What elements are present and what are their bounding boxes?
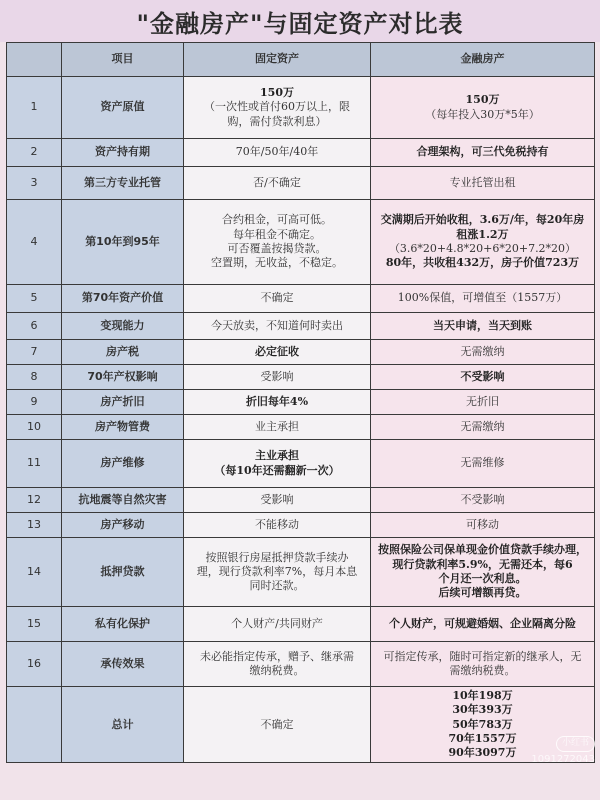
row-item-label: 变现能力 [62, 313, 184, 340]
financial-property-cell-line: 无需缴纳 [460, 344, 505, 358]
fixed-asset-cell-line: 主业承担 [255, 449, 299, 463]
row-item-label: 资产持有期 [62, 139, 184, 167]
fixed-asset-cell [184, 285, 371, 313]
fixed-asset-cell [184, 139, 371, 167]
fixed-asset-cell-line: 未必能指定传承，赠予、继承需 [200, 649, 354, 663]
financial-property-cell-line: 合理架构，可三代免税持有 [416, 145, 549, 159]
fixed-asset-cell-line: 个人财产/共同财产 [231, 616, 323, 630]
row-item-label: 第70年资产价值 [62, 285, 184, 313]
table-row [7, 687, 595, 763]
financial-property-cell-line: 80年，共收租432万，房子价值723万 [385, 256, 580, 270]
table-row [7, 513, 595, 538]
row-number: 7 [7, 340, 62, 365]
row-item-label: 抗地震等自然灾害 [62, 488, 184, 513]
page-title: "金融房产"与固定资产对比表 [136, 9, 464, 38]
fixed-asset-cell-line: 业主承担 [255, 419, 299, 433]
financial-property-cell [371, 200, 595, 285]
table-row [7, 538, 595, 607]
financial-property-cell-line: 70年1557万 [448, 731, 517, 745]
row-number: 11 [7, 440, 62, 488]
financial-property-cell-line: 租涨1.2万 [456, 227, 509, 241]
fixed-asset-cell-line: 70年/50年/40年 [235, 145, 319, 159]
table-row [7, 440, 595, 488]
row-number: 8 [7, 365, 62, 390]
fixed-asset-cell [184, 488, 371, 513]
fixed-asset-cell-line: 可否覆盖按揭贷款。 [227, 242, 327, 255]
fixed-asset-cell [184, 415, 371, 440]
financial-property-cell-line: 150万 [465, 93, 500, 107]
row-item-label: 70年产权影响 [62, 365, 184, 390]
row-item-label: 房产税 [62, 340, 184, 365]
fixed-asset-cell-line: 不确定 [260, 291, 294, 305]
financial-property-cell-line: （3.6*20+4.8*20+6*20+7.2*20） [388, 242, 577, 255]
fixed-asset-cell-line: 缴纳税费。 [249, 664, 305, 677]
financial-property-cell [371, 415, 595, 440]
financial-property-cell [371, 440, 595, 488]
fixed-asset-cell-line: 购，需付贷款利息） [227, 114, 327, 128]
financial-property-cell [371, 642, 595, 687]
financial-property-cell-line: 30年393万 [452, 703, 513, 717]
financial-property-cell [371, 607, 595, 642]
table-row [7, 365, 595, 390]
row-item-label: 私有化保护 [62, 607, 184, 642]
row-number: 13 [7, 513, 62, 538]
financial-property-cell-line: 不受影响 [460, 492, 505, 506]
financial-property-cell [371, 513, 595, 538]
row-item-label: 房产维修 [62, 440, 184, 488]
financial-property-cell-line: 专业托管出租 [449, 175, 516, 189]
watermark [520, 735, 595, 777]
row-item-label: 房产移动 [62, 513, 184, 538]
fixed-asset-cell [184, 167, 371, 200]
fixed-asset-cell-line: 折旧每年4% [245, 394, 309, 408]
fixed-asset-cell-line: 不确定 [260, 717, 294, 731]
fixed-asset-cell [184, 313, 371, 340]
fixed-asset-cell [184, 538, 371, 607]
row-number: 6 [7, 313, 62, 340]
fixed-asset-cell-line: 合约租金，可高可低。 [222, 213, 332, 227]
financial-property-cell-line: 交满期后开始收租，3.6万/年，每20年房 [380, 213, 585, 227]
table-row [7, 139, 595, 167]
financial-property-cell [371, 285, 595, 313]
fixed-asset-cell-line: 受影响 [260, 369, 294, 383]
row-item-label: 第三方专业托管 [62, 167, 184, 200]
header-financial-property: 金融房产 [371, 43, 595, 77]
fixed-asset-cell-line: 同时还款。 [249, 579, 305, 593]
fixed-asset-cell [184, 642, 371, 687]
financial-property-cell-line: 50年783万 [452, 717, 513, 731]
financial-property-cell-line: 个人财产，可规避婚姻、企业隔离分险 [389, 616, 576, 630]
title-bar [0, 0, 600, 42]
financial-property-cell-line: 现行贷款利率5.9%，无需还本，每6 [392, 557, 573, 571]
fixed-asset-cell [184, 340, 371, 365]
table-row [7, 285, 595, 313]
financial-property-cell [371, 167, 595, 200]
fixed-asset-cell-line: 今天放卖，不知道何时卖出 [211, 318, 343, 332]
row-item-label: 承传效果 [62, 642, 184, 687]
financial-property-cell [371, 313, 595, 340]
financial-property-cell-line: （每年投入30万*5年） [425, 107, 540, 121]
table-row [7, 642, 595, 687]
table-row [7, 340, 595, 365]
fixed-asset-cell-line: 不能移动 [255, 517, 299, 531]
financial-property-cell-line: 90年3097万 [448, 746, 517, 760]
financial-property-cell-line: 100%保值，可增值至（1557万） [397, 291, 568, 305]
fixed-asset-cell [184, 77, 371, 139]
financial-property-cell-line: 按照保险公司保单现金价值贷款手续办理， [378, 543, 587, 557]
table-row [7, 390, 595, 415]
table-body [7, 77, 595, 763]
table-row [7, 200, 595, 285]
financial-property-cell-line: 10年198万 [452, 689, 513, 702]
row-item-label: 第10年到95年 [62, 200, 184, 285]
header-number [7, 43, 62, 77]
financial-property-cell-line: 需缴纳税费。 [449, 664, 516, 677]
financial-property-cell-line: 后续可增额再贷。 [438, 586, 527, 600]
row-number: 5 [7, 285, 62, 313]
financial-property-cell-line: 不受影响 [460, 369, 505, 383]
financial-property-cell [371, 488, 595, 513]
financial-property-cell [371, 538, 595, 607]
fixed-asset-cell [184, 200, 371, 285]
financial-property-cell-line: 可移动 [466, 517, 499, 531]
row-number: 1 [7, 77, 62, 139]
row-number: 16 [7, 642, 62, 687]
financial-property-cell-line: 当天申请，当天到账 [433, 318, 532, 332]
fixed-asset-cell [184, 607, 371, 642]
table-row [7, 607, 595, 642]
watermark-id: 1091272043 [531, 753, 595, 765]
financial-property-cell [371, 77, 595, 139]
fixed-asset-cell-line: 每年租金不确定。 [233, 227, 321, 241]
row-number: 12 [7, 488, 62, 513]
fixed-asset-cell [184, 390, 371, 415]
financial-property-cell-line: 无需缴纳 [460, 419, 505, 433]
row-item-label: 房产物管费 [62, 415, 184, 440]
financial-property-cell [371, 139, 595, 167]
fixed-asset-cell-line: 按照银行房屋抵押贷款手续办 [205, 550, 349, 564]
table-row [7, 488, 595, 513]
financial-property-cell-line: 无需维修 [460, 456, 505, 470]
row-item-label: 总计 [62, 687, 184, 763]
row-number: 15 [7, 607, 62, 642]
fixed-asset-cell [184, 513, 371, 538]
header-row [7, 43, 595, 77]
row-number: 9 [7, 390, 62, 415]
financial-property-cell-line: 个月还一次利息。 [438, 572, 527, 585]
table-row [7, 313, 595, 340]
table-row [7, 77, 595, 139]
comparison-table [6, 42, 595, 763]
financial-property-cell [371, 340, 595, 365]
fixed-asset-cell [184, 440, 371, 488]
fixed-asset-cell-line: 否/不确定 [253, 175, 301, 189]
watermark-badge: 小红书 [556, 736, 595, 752]
row-number: 4 [7, 200, 62, 285]
row-item-label: 房产折旧 [62, 390, 184, 415]
fixed-asset-cell-line: （一次性或首付60万以上，限 [204, 100, 350, 114]
fixed-asset-cell-line: （每10年还需翻新一次） [214, 463, 340, 477]
row-number: 2 [7, 139, 62, 167]
fixed-asset-cell-line: 受影响 [260, 492, 294, 506]
financial-property-cell [371, 390, 595, 415]
row-number: 10 [7, 415, 62, 440]
financial-property-cell-line: 可指定传承，随时可指定新的继承人，无 [383, 649, 582, 663]
header-item: 项目 [62, 43, 184, 77]
row-item-label: 抵押贷款 [62, 538, 184, 607]
header-fixed-asset: 固定资产 [184, 43, 371, 77]
fixed-asset-cell-line: 150万 [260, 86, 294, 100]
row-number: 3 [7, 167, 62, 200]
row-number: 14 [7, 538, 62, 607]
table-row [7, 415, 595, 440]
fixed-asset-cell [184, 365, 371, 390]
financial-property-cell-line: 无折旧 [466, 394, 499, 408]
row-item-label: 资产原值 [62, 77, 184, 139]
fixed-asset-cell-line: 理，现行贷款利率7%，每月本息 [196, 564, 358, 578]
row-number [7, 687, 62, 763]
fixed-asset-cell [184, 687, 371, 763]
fixed-asset-cell-line: 空置期，无收益，不稳定。 [211, 256, 343, 270]
fixed-asset-cell-line: 必定征收 [255, 344, 299, 358]
table-row [7, 167, 595, 200]
financial-property-cell [371, 365, 595, 390]
